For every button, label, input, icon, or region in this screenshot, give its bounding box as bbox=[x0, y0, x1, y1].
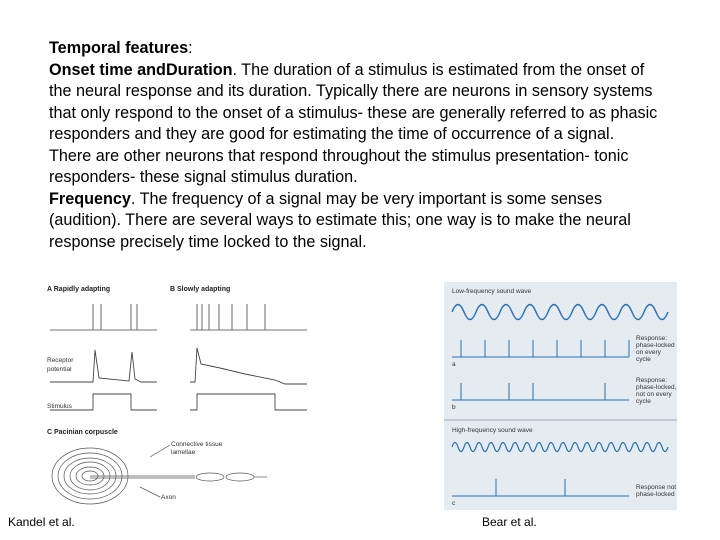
response-2-line-1: Response: bbox=[636, 377, 668, 384]
onset-bold: Onset time and bbox=[49, 60, 166, 79]
response-2-line-4: cycle bbox=[636, 398, 651, 405]
spike-train-slow bbox=[190, 304, 307, 330]
heading-temporal-features bbox=[49, 38, 659, 60]
slide-body-text bbox=[49, 38, 659, 253]
kandel-adaptation-figure bbox=[45, 282, 370, 512]
paragraph-frequency bbox=[49, 189, 659, 254]
response-trace-every-cycle bbox=[452, 340, 629, 357]
frequency-body: . The frequency of a signal may be very important is some senses (audition). There are several ways to estimate this; one way is to make the neural response precisely time locked to the signal. bbox=[49, 189, 631, 251]
response-1-line-4: cycle bbox=[636, 356, 651, 363]
stimulus-label: Stimulus bbox=[47, 403, 72, 410]
response-trace-not-locked bbox=[452, 479, 629, 496]
tissue-label-2: lamellae bbox=[171, 449, 196, 456]
response-2-line-3: not on every bbox=[636, 391, 672, 398]
spike-train-rapid bbox=[50, 304, 157, 330]
panel-b-title: B Slowly adapting bbox=[170, 286, 231, 293]
pacinian-corpuscle-drawing bbox=[52, 445, 267, 504]
heading-bold: Temporal features bbox=[49, 39, 189, 57]
caption-bear: Bear et al. bbox=[482, 515, 537, 529]
response-1-line-1: Response: bbox=[636, 335, 668, 342]
trace-label-b: b bbox=[452, 404, 456, 411]
panel-a-title: A Rapidly adapting bbox=[47, 286, 111, 293]
duration-bold: Duration bbox=[165, 60, 233, 79]
axon-label: Axon bbox=[161, 494, 176, 501]
receptor-label-2: potential bbox=[47, 366, 72, 373]
onset-body: . The duration of a stimulus is estimated from the onset of the neural response and its duration. Typically there are neurons in sensory systems that only respond to the onset of a stimulus- these are generally referred to as phasic responders and they are good for estimating the time of occurrence of a signal. There are other neurons that respond throughout the stimulus presentation- tonic responders- these signal stimulus duration. bbox=[49, 60, 658, 186]
receptor-potential-slow bbox=[190, 348, 307, 384]
caption-kandel: Kandel et al. bbox=[8, 515, 75, 529]
panel-c-title: C Pacinian corpuscle bbox=[47, 429, 118, 436]
paragraph-onset-duration bbox=[49, 60, 659, 189]
high-frequency-wave bbox=[452, 443, 668, 452]
receptor-label-1: Receptor bbox=[47, 357, 74, 364]
frequency-bold: Frequency bbox=[49, 189, 131, 208]
response-3-line-1: Response not bbox=[636, 484, 677, 491]
response-trace-skipped-cycles bbox=[452, 383, 629, 400]
tissue-label-1: Connective tissue bbox=[171, 441, 223, 448]
bear-phase-locking-figure bbox=[444, 282, 677, 510]
response-1-line-3: on every bbox=[636, 349, 661, 356]
heading-suffix: : bbox=[188, 39, 193, 57]
stimulus-trace-slow bbox=[190, 394, 307, 410]
low-frequency-title: Low-frequency sound wave bbox=[452, 288, 532, 295]
response-1-line-2: phase-locked bbox=[636, 342, 675, 349]
trace-label-a: a bbox=[452, 361, 456, 368]
trace-label-c: c bbox=[452, 500, 456, 507]
response-2-line-2: phase-locked, bbox=[636, 384, 677, 391]
response-3-line-2: phase-locked bbox=[636, 491, 675, 498]
high-frequency-title: High-frequency sound wave bbox=[452, 427, 533, 434]
low-frequency-wave bbox=[452, 305, 668, 320]
